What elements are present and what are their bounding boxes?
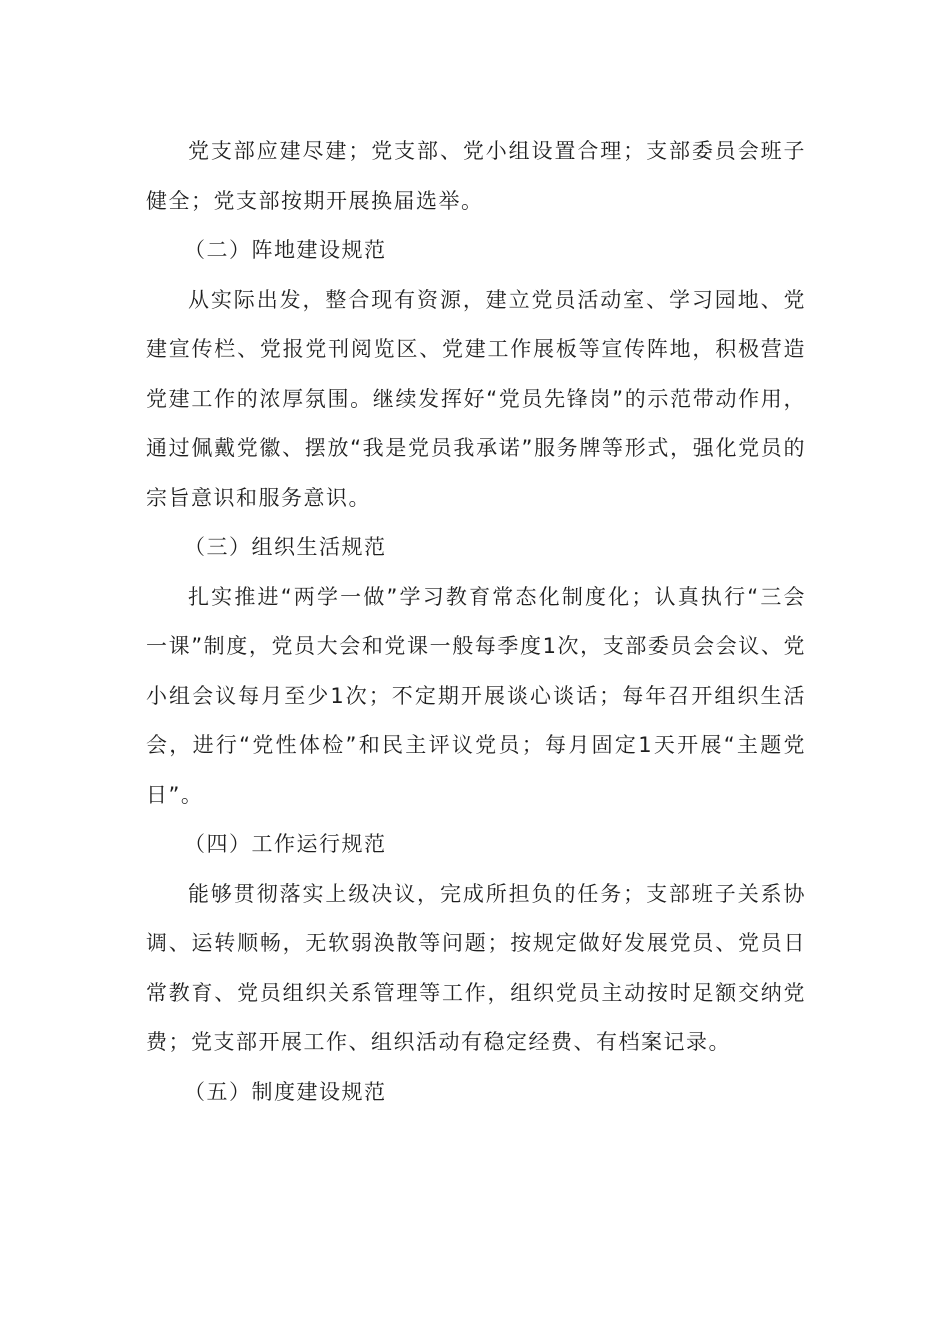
heading-system-building: （五）制度建设规范 — [184, 1079, 387, 1104]
heading-position-building: （二）阵地建设规范 — [184, 238, 387, 262]
paragraph-branch-setup: 党支部应建尽建；党支部、党小组设置合理；支部委员会班子健全；党支部按期开展换届选举。 — [146, 139, 806, 213]
heading-work-operation: （四）工作运行规范 — [184, 832, 387, 856]
paragraph-position-building: 从实际出发，整合现有资源，建立党员活动室、学习园地、党建宣传栏、党报党刊阅览区、党建工作展板等宣传阵地，积极营造党建工作的浓厚氛围。继续发挥好“党员先锋岗”的示范带动作用，通过佩戴党徽、摆放“我是党员我承诺”服务牌等形式，强化党员的宗旨意识和服务意识。 — [146, 287, 806, 510]
paragraph-organizational-life: 扎实推进“两学一做”学习教育常态化制度化；认真执行“三会一课”制度，党员大会和党课一般每季度1次，支部委员会会议、党小组会议每月至少1次；不定期开展谈心谈话；每年召开组织生活会，进行“党性体检”和民主评议党员；每月固定1天开展“主题党日”。 — [146, 584, 806, 807]
document-body — [146, 127, 806, 1117]
heading-organizational-life: （三）组织生活规范 — [184, 535, 387, 559]
paragraph-work-operation: 能够贯彻落实上级决议，完成所担负的任务；支部班子关系协调、运转顺畅，无软弱涣散等问题；按规定做好发展党员、党员日常教育、党员组织关系管理等工作，组织党员主动按时足额交纳党费；党支部开展工作、组织活动有稳定经费、有档案记录。 — [146, 881, 806, 1054]
